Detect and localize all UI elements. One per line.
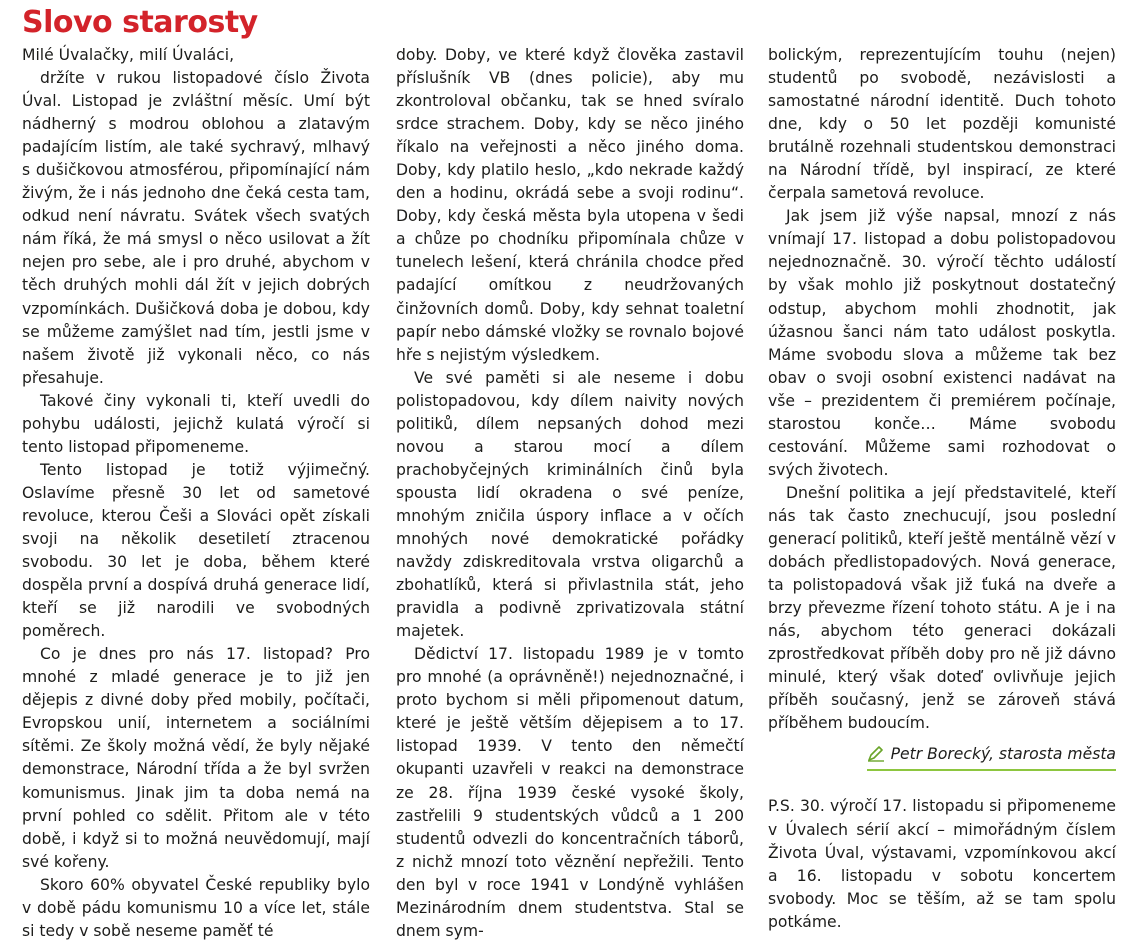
article-title: Slovo starosty [22,5,258,40]
article-column-2 [396,44,744,943]
postscript [768,795,1116,933]
postscript-text: P.S. 30. výročí 17. listopadu si připomeneme v Úvalech sérií akcí – mimořádným číslem Života Úval, výstavami, vzpomínkovou akcí a 16. listopadu v sobotu koncertem svobody. Moc se těším, až se tam spolu potkáme. [768,797,1116,931]
paragraph: doby. Doby, ve které když člověka zastavil příslušník VB (dnes policie), aby mu zkontroloval občanku, tak se hned svíralo srdce strachem. Doby, kdy se něco jiného říkalo na veřejnosti a něco jiného doma. Doby, kdy platilo heslo, „kdo nekrade každý den a hodinu, okrádá sebe a svoji rodinu“. Doby, kdy česká města byla utopena v šedi a chůze po chodníku připomínala chůze v tunelech lešení, která chránila chodce před padající omítkou z neudržovaných činžovních domů. Doby, kdy sehnat toaletní papír nebo dámské vložky se rovnalo bojové hře s nejistým výsledkem. [396,46,744,364]
greeting: Milé Úvalačky, milí Úvaláci, [22,46,235,64]
pen-icon [867,746,885,769]
signature [768,743,1116,771]
paragraph: držíte v rukou listopadové číslo Života Úval. Listopad je zvláštní měsíc. Umí být nádherný s modrou oblohou a zlatavým padajícím listím, ale také sychravý, mlhavý s dušičkovou atmosférou, připomínající nám živým, že i nás jednoho dne čeká cesta tam, odkud není návratu. Svátek všech svatých nám říká, že má smysl o něco usilovat a žít nejen pro sebe, ale i pro druhé, abychom v těch druhých mohli dál žít v jejich dobrých vzpomínkách. Dušičková doba je dobou, kdy se můžeme zamýšlet nad tím, jestli jsme v našem životě již vykonali něco, co nás přesahuje. [22,69,370,387]
paragraph: Takové činy vykonali ti, kteří uvedli do pohybu události, jejichž kulatá výročí si tento listopad připomeneme. [22,391,370,456]
paragraph: Skoro 60% obyvatel České republiky bylo v době pádu komunismu 10 a více let, stále si tedy v sobě neseme paměť té [22,875,370,940]
paragraph: bolickým, reprezentujícím touhu (nejen) studentů po svobodě, nezávislosti a samostatné národní identitě. Duch tohoto dne, kdy o 50 let později komunisté brutálně rozehnali studentskou demonstraci na Národní třídě, byl inspirací, ze které čerpala sametová revoluce. [768,46,1116,203]
paragraph: Dědictví 17. listopadu 1989 je v tomto pro mnohé (a oprávněně!) nejednoznačné, i proto bychom si měli připomenout datum, které je ještě větším dějepisem a to 17. listopad 1939. V tento den němečtí okupanti uzavřeli v reakci na demonstrace ze 28. října 1939 české vysoké školy, zastřelili 9 studentských vůdců a 1 200 studentů odvezli do koncentračních táborů, z nichž mnozí toto věznění nepřežili. Tento den byl v roce 1941 v Londýně vyhlášen Mezinárodním dnem studentstva. Stal se dnem sym- [396,645,744,940]
article-column-1 [22,44,370,943]
paragraph: Tento listopad je totiž výjimečný. Oslavíme přesně 30 let od sametové revoluce, kterou Češi a Slováci opět získali svoji na několik desetiletí ztracenou svobodu. 30 let je doba, během které dospěla první a dospívá druhá generace lidí, kteří se již narodili ve svobodných poměrech. [22,460,370,641]
paragraph: Dnešní politika a její představitelé, kteří nás tak často znechucují, jsou poslední generací politiků, kteří ještě mentálně vězí v dobách předlistopadových. Nová generace, ta polistopadová však již ťuká na dveře a brzy převezme řízení tohoto státu. A je i na nás, abychom této generaci dokázali zprostředkovat příběh doby pro ně již dávno minulé, který však doteď ovlivňuje jejich příběh současný, jenž se zároveň stává příběhem budoucím. [768,483,1116,733]
paragraph: Co je dnes pro nás 17. listopad? Pro mnohé z mladé generace je to již jen dějepis z divné doby před mobily, počítači, Evropskou unií, internetem a sociálními sítěmi. Ze školy možná vědí, že byly nějaké demonstrace, Národní třída a že byl svržen komunismus. Jinak jim ta doba nemá na první pohled co sdělit. Přitom ale v této době, i když si to možná neuvědomují, mají své kořeny. [22,645,370,871]
article-column-3 [768,44,1116,934]
paragraph: Ve své paměti si ale neseme i dobu polistopadovou, kdy dílem naivity nových politiků, dílem nepsaných dohod mezi novou a starou mocí a dílem prachobyčejných kriminálních činů byla spousta lidí okradena o své peníze, mnohým zničila úspory inflace a v očích mnohých nové demokratické pořádky navždy zdiskreditovala vrstva oligarchů a zbohatlíků, která si přivlastnila stát, jeho pravidla a podivně zprivatizovala státní majetek. [396,368,744,641]
paragraph: Jak jsem již výše napsal, mnozí z nás vnímají 17. listopad a dobu polistopadovou nejednoznačně. 30. výročí těchto událostí by však mohlo již poskytnout dostatečný odstup, abychom mohli zhodnotit, jak úžasnou šanci nám tato událost poskytla. Máme svobodu slova a můžeme tak bez obav o svoji osobní existenci nadávat na vše – prezidentem či premiérem počínaje, starostou konče… Máme svobodu cestování. Můžeme sami rozhodovat o svých životech. [768,207,1116,479]
signature-text: Petr Borecký, starosta města [890,745,1116,764]
signature-line [867,743,1116,771]
